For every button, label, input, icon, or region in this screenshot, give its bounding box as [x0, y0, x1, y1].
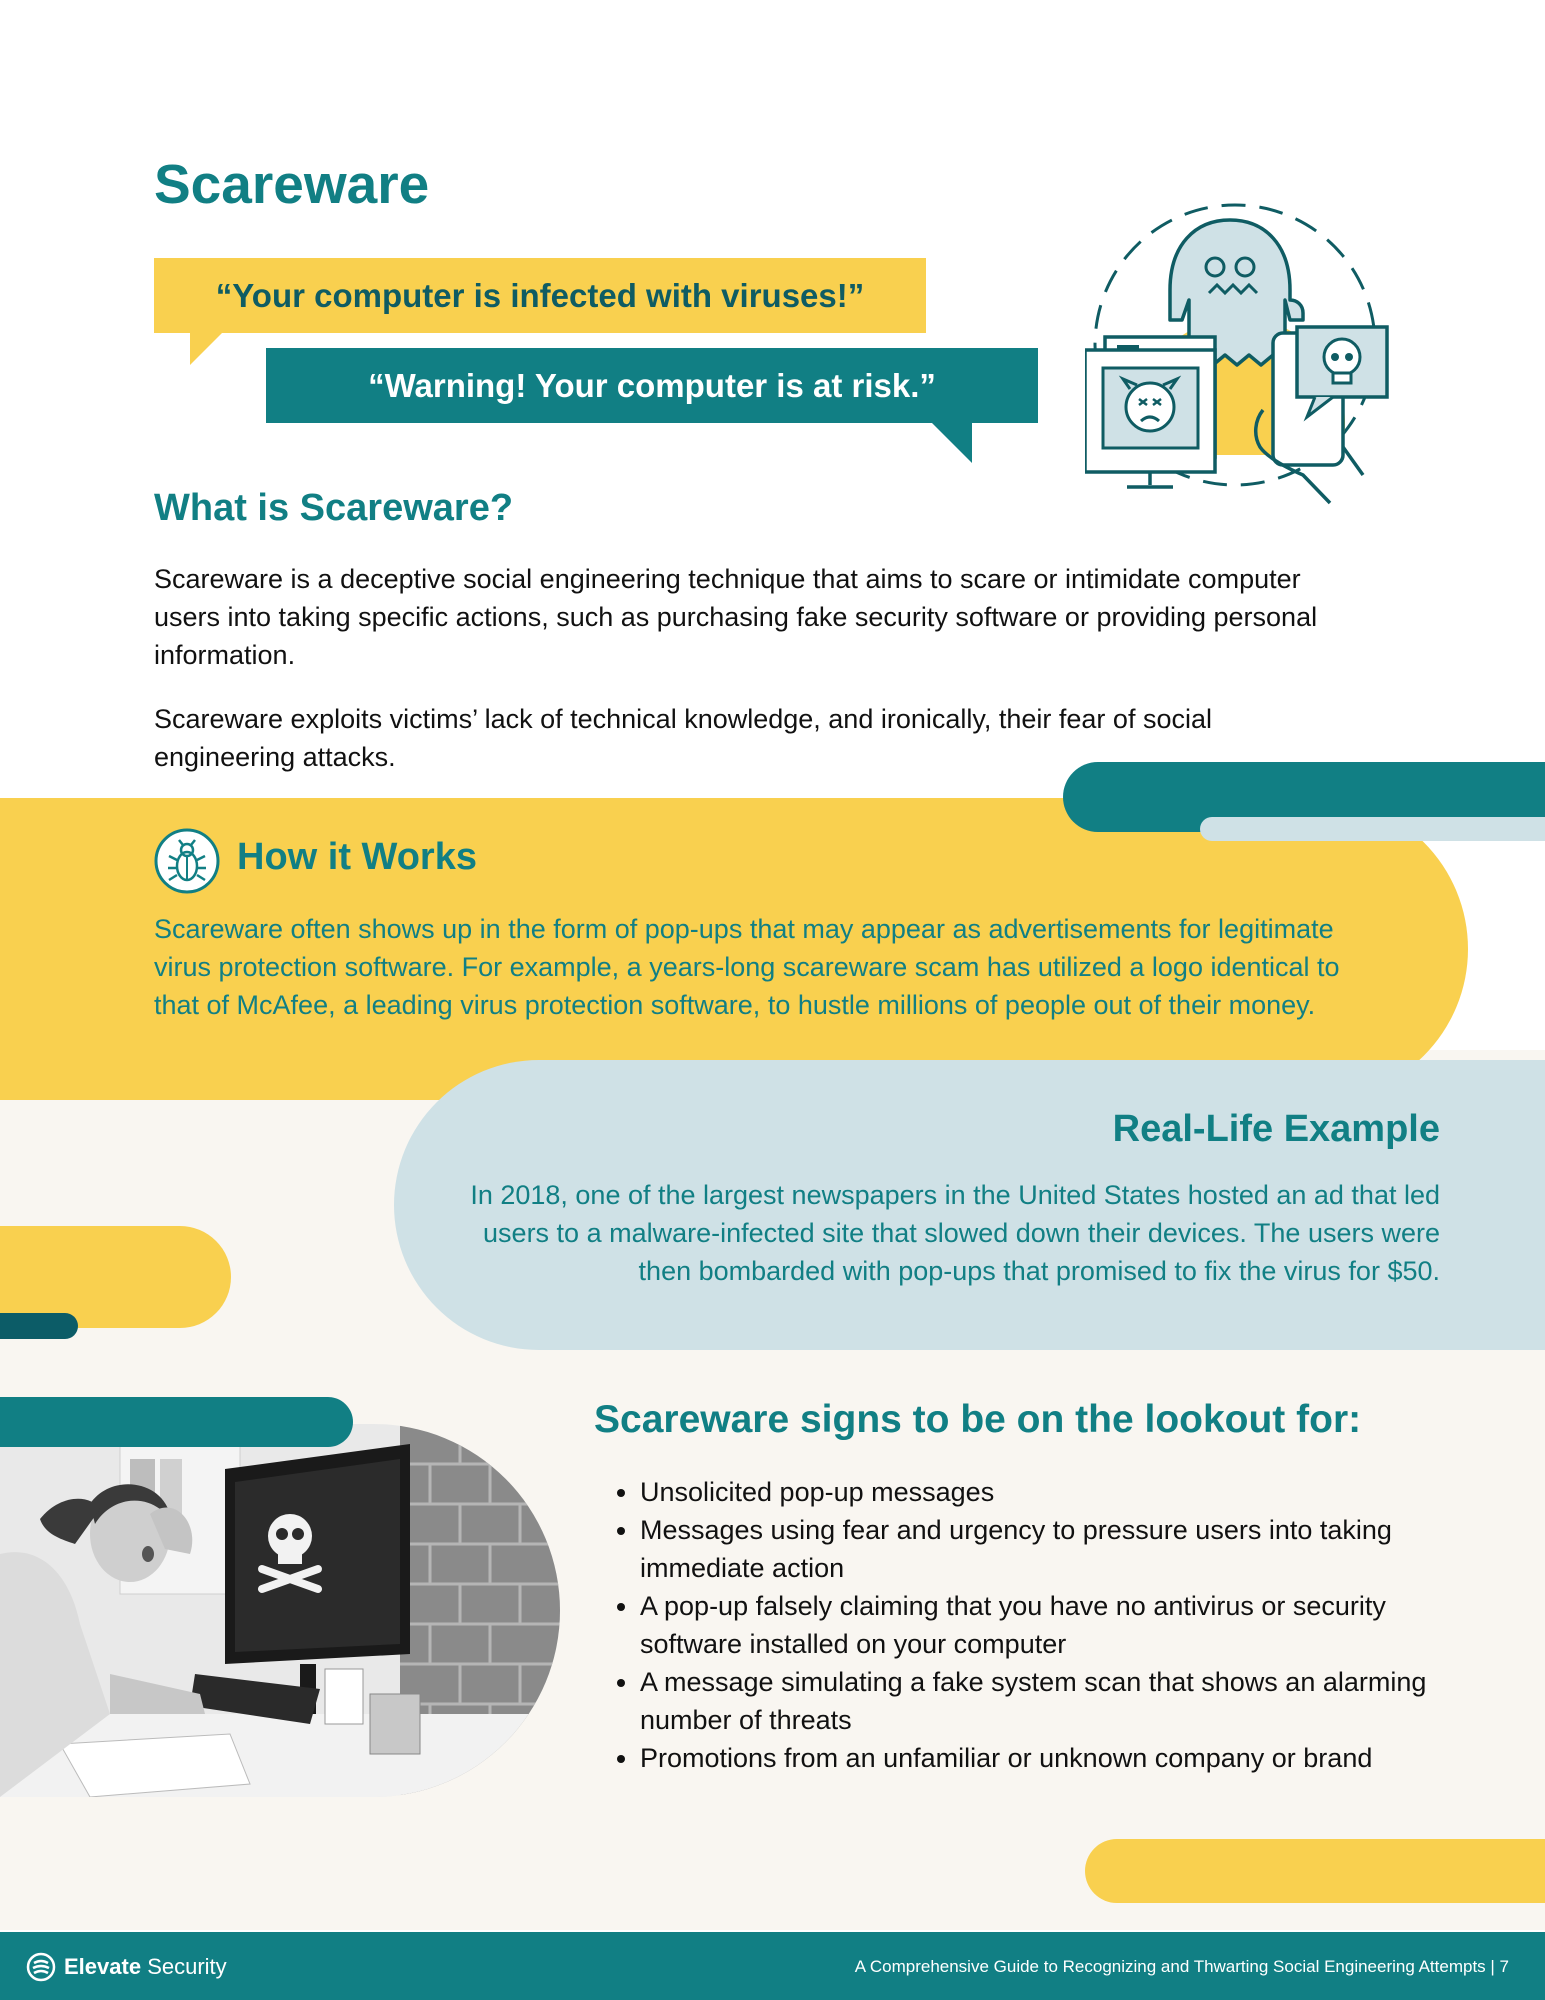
list-item: • Unsolicited pop-up messages: [640, 1473, 1460, 1511]
elevate-logo-icon: [26, 1952, 56, 1982]
scareware-illustration-icon: [1085, 185, 1395, 505]
bug-icon: [154, 828, 220, 894]
photo-illustration: [0, 1424, 560, 1797]
bubble-tail: [190, 333, 222, 365]
list-item: • A pop-up falsely claiming that you have no antivirus or security software installed on your computer: [640, 1587, 1460, 1663]
signs-heading: Scareware signs to be on the lookout for:: [594, 1398, 1362, 1441]
footer-brand-rest: Security: [147, 1954, 227, 1979]
list-item: • Promotions from an unfamiliar or unknown company or brand: [640, 1739, 1460, 1777]
signs-list: [610, 1473, 1460, 1777]
how-it-works-text: Scareware often shows up in the form of pop-ups that may appear as advertisements for legitimate virus protection software. For example, a years-long scareware scam has utilized a logo identical to that of McAfee, a leading virus protection software, to hustle millions of people out of their money.: [154, 914, 1340, 1020]
how-it-works-heading: How it Works: [237, 836, 477, 878]
footer-brand-bold: Elevate: [64, 1954, 142, 1979]
decorative-lightblue-pill: [1200, 817, 1545, 841]
quote-bubble-yellow: [154, 258, 926, 333]
page-title: Scareware: [154, 153, 430, 215]
what-is-paragraph-1: Scareware is a deceptive social engineering technique that aims to scare or intimidate computer users into taking specific actions, such as purchasing fake security software or providing personal information.: [154, 564, 1318, 670]
decorative-yellow-pill-bottom: [1085, 1839, 1545, 1903]
footer-text: A Comprehensive Guide to Recognizing and Thwarting Social Engineering Attempts | 7: [854, 1957, 1509, 1976]
footer-brand: [26, 1948, 227, 1986]
what-is-paragraph-2: Scareware exploits victims’ lack of technical knowledge, and ironically, their fear of social engineering attacks.: [154, 704, 1212, 772]
what-is-scareware-heading: What is Scareware?: [154, 487, 514, 529]
quote-text-2: “Warning! Your computer is at risk.”: [368, 366, 936, 404]
list-item: • A message simulating a fake system scan that shows an alarming number of threats: [640, 1663, 1460, 1739]
quote-text-1: “Your computer is infected with viruses!”: [215, 276, 865, 314]
bubble-tail: [932, 423, 972, 463]
decorative-darkteal-pill: [0, 1313, 78, 1339]
decorative-teal-pill-photo: [0, 1397, 353, 1447]
real-life-example-text: In 2018, one of the largest newspapers in the United States hosted an ad that led users to a malware-infected site that slowed down their devices. The users were then bombarded with pop-ups that promised to fix the virus for $50.: [470, 1180, 1440, 1286]
quote-bubble-teal: [266, 348, 1038, 423]
list-item: • Messages using fear and urgency to pressure users into taking immediate action: [640, 1511, 1460, 1587]
stressed-user-photo: [0, 1424, 560, 1797]
real-life-example-heading: Real-Life Example: [1112, 1108, 1440, 1150]
